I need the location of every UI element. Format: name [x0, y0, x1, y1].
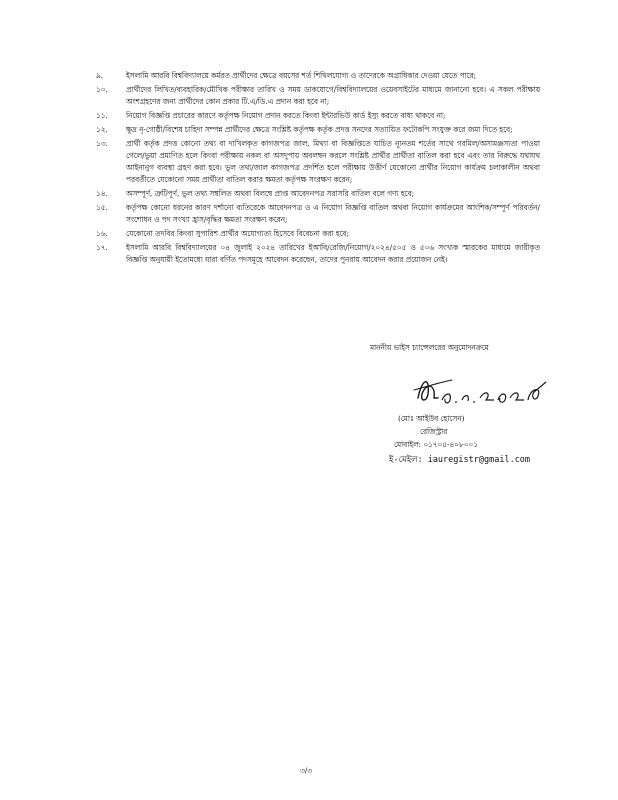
signatory-name: (মোঃ আইউব হোসেন) — [398, 414, 465, 423]
clause-item — [96, 188, 540, 200]
clause-item — [96, 242, 540, 266]
approval-note: মাননীয় ভাইস চ্যান্সেলরের অনুমোদনক্রমে — [370, 343, 489, 352]
clause-text: প্রার্থী কর্তৃক প্রদত্ত কোনো তথ্য বা দাখিলকৃত কাগজপত্র জাল, মিথ্যা বা বিজ্ঞপ্তিতে যাচিত ন্যূনতম শর্তের সাথে গরমিল/অসামঞ্জস্যতা পাওয়া গেলে/ভুয়া প্রমাণিত হলে কিংবা পরীক্ষায় নকল বা অসদুপায় অবলম্বন করলে সংশ্লিষ্ট প্রার্থীর প্রার্থীতা বাতিল করা হবে এবং তার বিরুদ্ধে যথাযথ আইনানুগ ব্যবস্থা গ্রহণ করা হবে। ভুল তথ্য/জাল কাগজপত্র প্রদর্শিত হলে পরীক্ষায় উত্তীর্ণ যেকোনো প্রার্থীর নিয়োগ কার্যক্রম চলাকালীন অথবা পরবর্তীতে যেকোনো সময় প্রার্থীতা বাতিল করার ক্ষমতা কর্তৃপক্ষ সংরক্ষণ করেন; — [126, 139, 540, 184]
clause-item — [96, 228, 540, 240]
clause-number: ১১. — [96, 111, 108, 120]
clause-item — [96, 202, 540, 226]
clause-text: প্রার্থীদের লিখিত/ব্যবহারিক/মৌখিক পরীক্ষার তারিখ ও সময় ডাকযোগে/বিশ্ববিদ্যালয়ের ওয়েবসাইটের মাধ্যমে জানানো হবে। এ সকল পরীক্ষায় অংশগ্রহণের জন্য প্রার্থীদের কোন প্রকার টি.এ/ডি.এ প্রদান করা হবে না; — [126, 85, 540, 106]
clause-text: ইসলামি আরবি বিশ্ববিদ্যালয়ে কর্মরত প্রার্থীদের ক্ষেত্রে বয়সের শর্ত শিথিলযোগ্য ও তাদেরকে অগ্রাধিকার দেওয়া যেতে পারে; — [126, 71, 477, 80]
clause-item — [96, 138, 540, 186]
clause-number: ১৫. — [96, 203, 108, 212]
clause-text: কর্তৃপক্ষ কোনো ধরনের কারণ দর্শানো ব্যতিরেকে আবেদনপত্র ও এ নিয়োগ বিজ্ঞপ্তি বাতিল অথবা নিয়োগ কার্যক্রমের আংশিক/সম্পূর্ণ পরিবর্তন/সংশোধন ও পদ সংখ্যা হ্রাস/বৃদ্ধির ক্ষমতা সংরক্ষণ করেন; — [126, 203, 540, 224]
signatory-phone: মোবাইল: ০১৭০৫-৪০৮০০১ — [394, 440, 478, 449]
clause-number: ১৩. — [96, 139, 108, 148]
clause-number: ১২. — [96, 125, 108, 134]
clause-number: ৯. — [96, 71, 104, 80]
clause-item — [96, 124, 540, 136]
conditions-list — [96, 70, 540, 268]
clause-item — [96, 84, 540, 108]
clause-text: অসম্পূর্ণ, ত্রুটিপূর্ণ, ভুল তথ্য সম্বলিত অথবা বিলম্বে প্রাপ্ত আবেদনপত্র সরাসরি বাতিল বলে গণ্য হবে; — [126, 189, 415, 198]
signatory-email: ই-মেইল: iauregistr@gmail.com — [389, 455, 531, 465]
clause-item — [96, 70, 540, 82]
clause-number: ১০. — [96, 85, 108, 94]
page-number: ৩/৩ — [300, 766, 312, 775]
clause-item — [96, 110, 540, 122]
clause-text: ইসলামি আরবি বিশ্ববিদ্যালয়ের ০৪ জুলাই ২০২৪ তারিখের ইআবি/রেজি/নিয়োগ/২০২৪/৫০৫ ও ৫০৬ সংখ্যক স্মারকের মাধ্যমে জারীকৃত বিজ্ঞপ্তি অনুযায়ী ইতোমধ্যে যারা বর্ণিত পদসমূহে আবেদন করেছেন, তাদের পুনরায় আবেদন করার প্রয়োজন নেই। — [126, 243, 540, 264]
clause-text: যেকোনো তদবির কিংবা সুপারিশ প্রার্থীর অযোগ্যতা হিসেবে বিবেচনা করা হবে; — [126, 229, 350, 238]
clause-number: ১৬. — [96, 229, 108, 238]
clause-number: ১৭. — [96, 243, 108, 252]
clause-number: ১৪. — [96, 189, 108, 198]
handwritten-signature — [408, 368, 558, 410]
clause-text: নিয়োগ বিজ্ঞপ্তি প্রচারের কারণে কর্তৃপক্ষ নিয়োগ প্রদান করতে কিংবা ইন্টারভিউ কার্ড ইস্যু করতে বাধ্য থাকবে না; — [126, 111, 446, 120]
signatory-title: রেজিস্ট্রার — [420, 427, 448, 436]
clause-text: ক্ষুদ্র নৃ-গোষ্ঠী/বিশেষ চাহিদা সম্পন্ন প্রার্থীদের ক্ষেত্রে সংশ্লিষ্ট কর্তৃপক্ষ কর্তৃক প্রদত্ত সনদের সত্যায়িত ফটোকপি সংযুক্ত করে জমা দিতে হবে; — [126, 125, 513, 134]
